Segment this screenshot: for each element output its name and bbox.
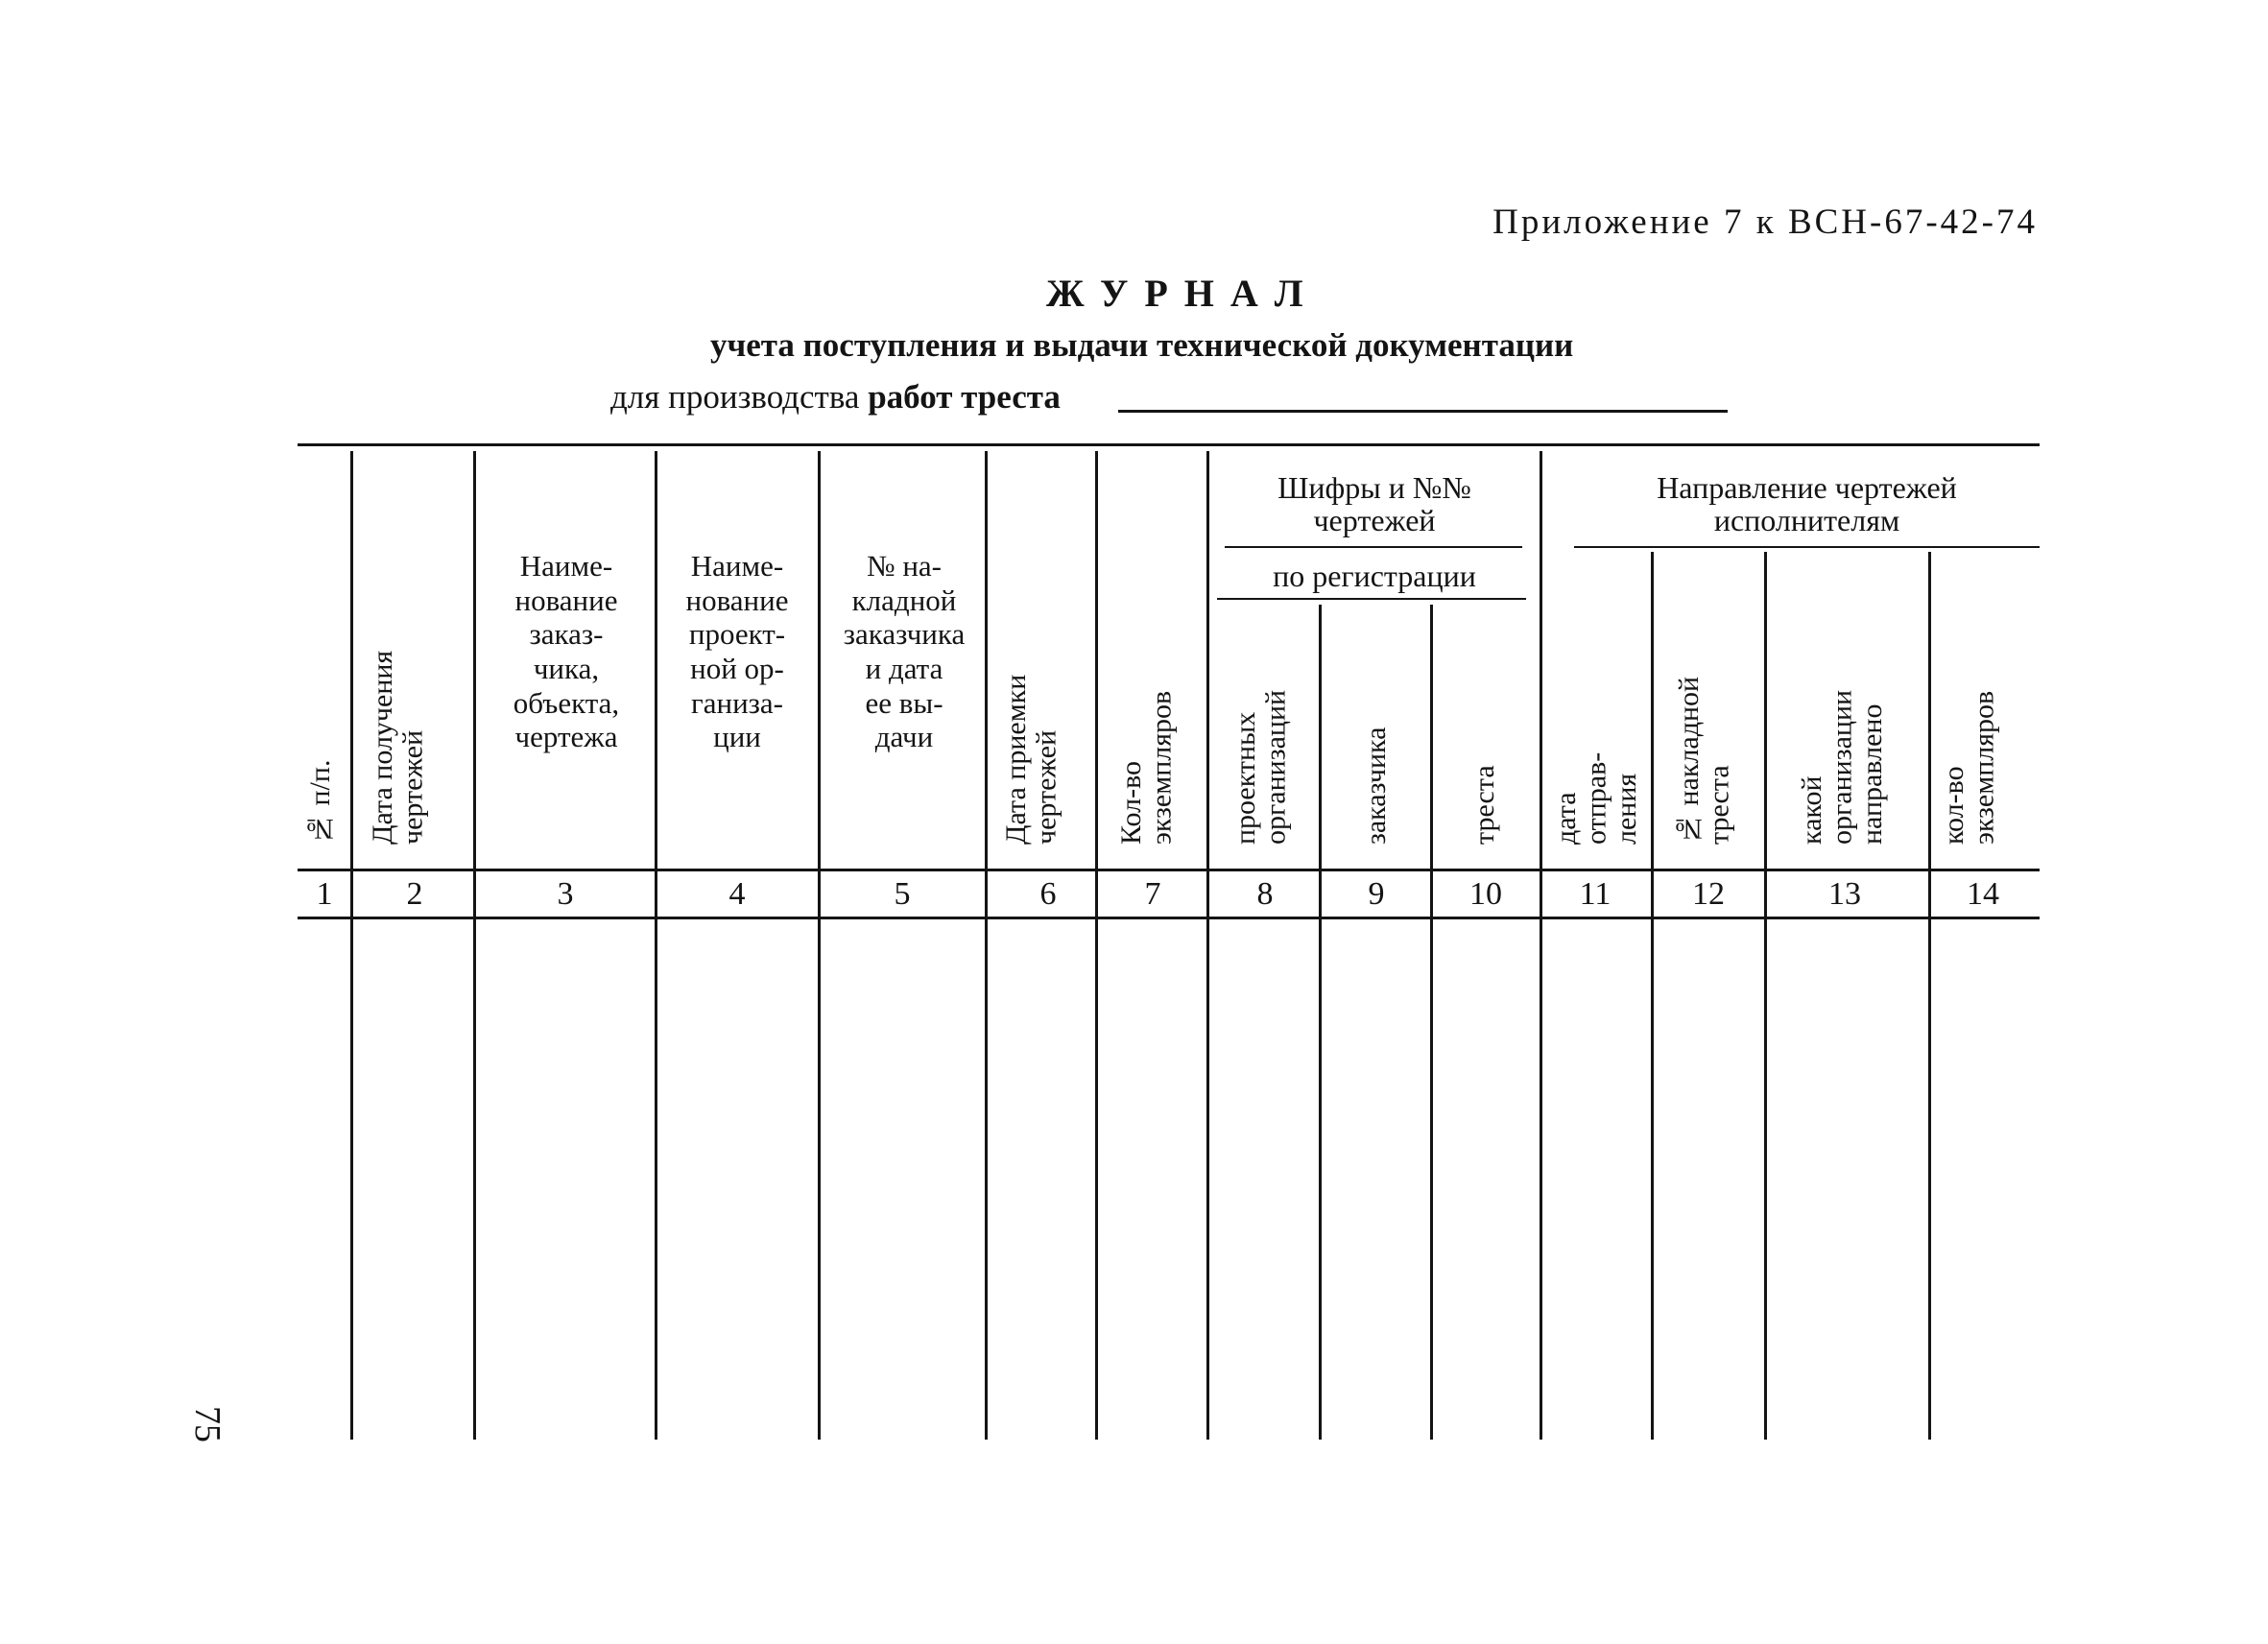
column-numbers-bottom-line [298,917,2040,919]
column-number: 9 [1368,876,1385,912]
header-acceptance-date: Дата приемки чертежей [1000,674,1062,845]
header-trust: треста [1468,765,1500,845]
header-direction-group: Направление чертежей исполнителям [1657,470,1957,537]
header-customer-name: Наиме- нование заказ- чика, объекта, чертежа [513,549,620,754]
header-design-orgs: проектных организаций [1229,689,1292,845]
subtitle2-prefix: для производства [610,378,869,416]
column-number: 2 [406,876,423,912]
document-title: ЖУРНАЛ [1046,272,1320,315]
column-number: 3 [557,876,574,912]
column-number: 5 [894,876,911,912]
header-trust-invoice: № накладной треста [1673,676,1735,845]
header-copies-count: Кол-во экземпляров [1115,690,1178,845]
subtitle2-bold: работ треста [868,378,1061,416]
document-subtitle: учета поступления и выдачи технической документации [710,326,1574,364]
direction-group-underline [1574,546,2040,548]
header-registration-group: по регистрации [1273,559,1476,593]
column-number: 8 [1256,876,1274,912]
column-number: 14 [1967,876,1999,912]
appendix-label: Приложение 7 к ВСН-67-42-74 [1492,203,2038,242]
header-receipt-date: Дата получения чертежей [367,650,429,845]
header-ciphers-group: Шифры и №№ чертежей [1277,470,1471,537]
table-body-entry-area[interactable] [298,923,2040,1440]
header-design-org-name: Наиме- нование проект- ной ор- ганиза- ции [685,549,789,754]
table-top-border [298,443,2040,446]
header-dispatch-date: дата отправ- ления [1550,751,1642,845]
trust-name-fill-line[interactable] [1118,410,1728,413]
header-invoice-number: № на- кладной заказчика и дата ее вы- дачи [843,549,966,754]
column-number: 1 [316,876,333,912]
column-number: 4 [728,876,746,912]
header-bottom-line [298,869,2040,871]
ciphers-group-underline [1225,546,1522,548]
column-number: 10 [1469,876,1502,912]
header-destination-org: какой организации направлено [1796,689,1888,845]
column-number: 13 [1828,876,1861,912]
column-number: 7 [1144,876,1161,912]
header-copies-sent: кол-во экземпляров [1938,690,2000,845]
column-number: 11 [1579,876,1611,912]
header-customer: заказчика [1360,727,1392,845]
document-subtitle-line2 [610,378,1061,417]
registration-group-underline [1217,598,1526,600]
page-number: 75 [187,1406,227,1442]
column-number: 6 [1039,876,1057,912]
column-number: 12 [1692,876,1725,912]
header-row-number: № п/п. [304,759,336,845]
